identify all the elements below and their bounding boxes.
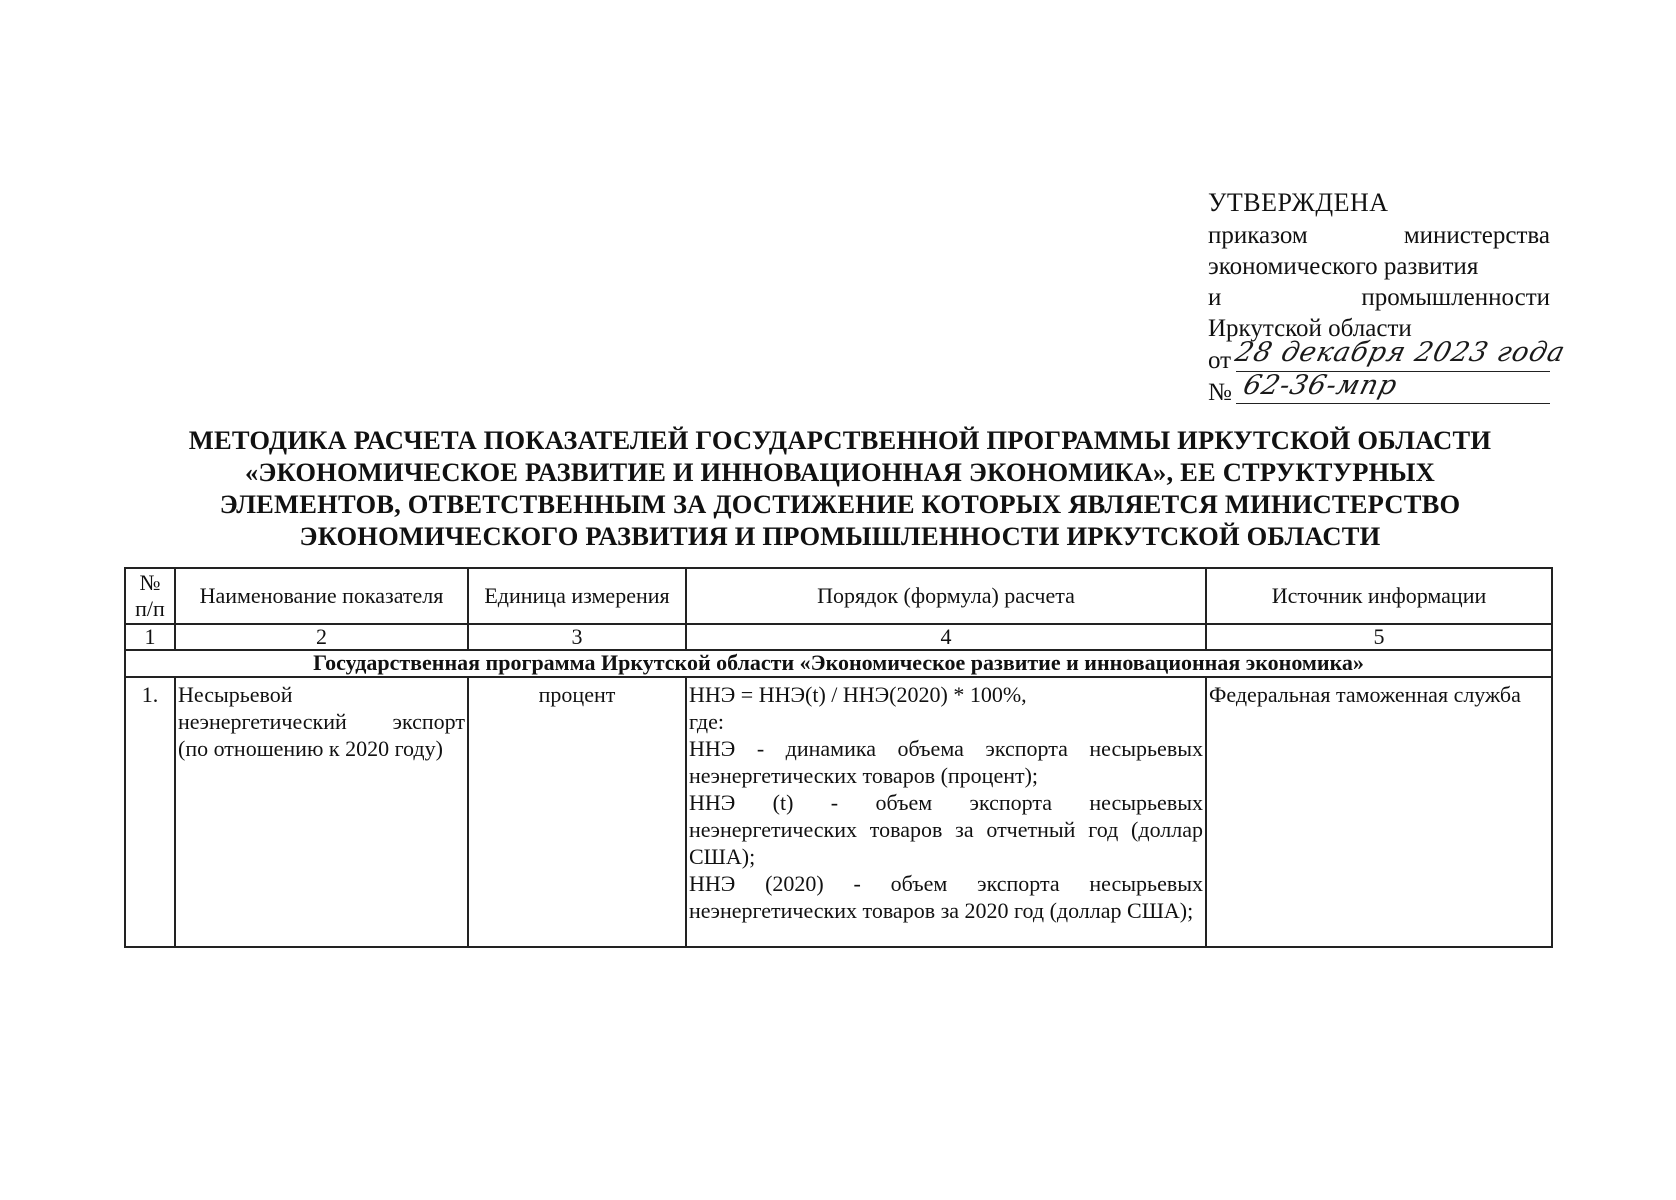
indicator-word: неэнергетический <box>178 709 347 734</box>
approval-word-industry: промышленности <box>1361 284 1550 311</box>
formula-paragraph: ННЭ - динамика объема экспорта несырьевых неэнергетических товаров (процент); <box>689 736 1203 788</box>
approval-line-2: экономического развития <box>1208 253 1479 280</box>
header-number-line-1: № <box>139 570 161 595</box>
column-numbers-row <box>125 624 1552 650</box>
approval-heading: УТВЕРЖДЕНА <box>1208 188 1389 217</box>
header-formula: Порядок (формула) расчета <box>686 568 1206 624</box>
header-unit: Единица измерения <box>468 568 686 624</box>
table-header-row <box>125 568 1552 624</box>
handwritten-number: 62-36-мпр <box>1240 370 1401 401</box>
row-unit: процент <box>468 677 686 947</box>
column-number: 4 <box>686 624 1206 650</box>
title-line-1: МЕТОДИКА РАСЧЕТА ПОКАЗАТЕЛЕЙ ГОСУДАРСТВЕННОЙ ПРОГРАММЫ ИРКУТСКОЙ ОБЛАСТИ <box>188 425 1492 455</box>
handwritten-date: 28 декабря 2023 года <box>1232 337 1569 368</box>
formula-paragraph: где: <box>689 709 724 734</box>
approval-number-line <box>1208 370 1550 408</box>
indicator-line-3: (по отношению к 2020 году) <box>178 736 443 761</box>
table-row <box>125 677 1552 947</box>
approval-line-4: Иркутской области <box>1208 315 1412 342</box>
row-formula <box>686 677 1206 947</box>
approval-line-1 <box>1208 220 1550 251</box>
header-indicator: Наименование показателя <box>175 568 468 624</box>
approval-line-3 <box>1208 282 1550 313</box>
column-number: 5 <box>1206 624 1552 650</box>
approval-word-order: приказом <box>1208 222 1308 249</box>
title-line-2: «ЭКОНОМИЧЕСКОЕ РАЗВИТИЕ И ИННОВАЦИОННАЯ ЭКОНОМИКА», ЕЕ СТРУКТУРНЫХ <box>244 457 1435 487</box>
header-number-line-2: п/п <box>135 596 165 621</box>
formula-paragraph: ННЭ (t) - объем экспорта несырьевых неэнергетических товаров за отчетный год (доллар США); <box>689 790 1203 869</box>
number-prefix: № <box>1208 379 1232 406</box>
indicators-table <box>124 567 1553 948</box>
indicator-word: экспорт <box>392 709 465 734</box>
indicator-line-1: Несырьевой <box>178 682 293 707</box>
date-prefix: от <box>1208 347 1232 374</box>
header-number <box>125 568 175 624</box>
section-row <box>125 650 1552 677</box>
row-number: 1. <box>125 677 175 947</box>
indicator-line-2 <box>178 708 465 735</box>
number-field <box>1236 370 1550 404</box>
column-number: 3 <box>468 624 686 650</box>
approval-block <box>1208 186 1569 408</box>
formula-paragraph: ННЭ (2020) - объем экспорта несырьевых неэнергетических товаров за 2020 год (доллар США); <box>689 871 1203 923</box>
document-title <box>120 424 1560 552</box>
column-number: 1 <box>125 624 175 650</box>
title-line-4: ЭКОНОМИЧЕСКОГО РАЗВИТИЯ И ПРОМЫШЛЕННОСТИ ИРКУТСКОЙ ОБЛАСТИ <box>299 521 1381 551</box>
approval-word-and: и <box>1208 284 1222 311</box>
title-line-3: ЭЛЕМЕНТОВ, ОТВЕТСТВЕННЫМ ЗА ДОСТИЖЕНИЕ КОТОРЫХ ЯВЛЯЕТСЯ МИНИСТЕРСТВО <box>219 489 1461 519</box>
row-source: Федеральная таможенная служба <box>1206 677 1552 947</box>
header-source: Источник информации <box>1206 568 1552 624</box>
section-title: Государственная программа Иркутской области «Экономическое развитие и инновационная экономика» <box>125 650 1552 677</box>
row-indicator <box>175 677 468 947</box>
approval-word-ministry: министерства <box>1403 222 1550 249</box>
column-number: 2 <box>175 624 468 650</box>
formula-paragraph: ННЭ = ННЭ(t) / ННЭ(2020) * 100%, <box>689 682 1027 707</box>
date-field <box>1232 337 1569 372</box>
